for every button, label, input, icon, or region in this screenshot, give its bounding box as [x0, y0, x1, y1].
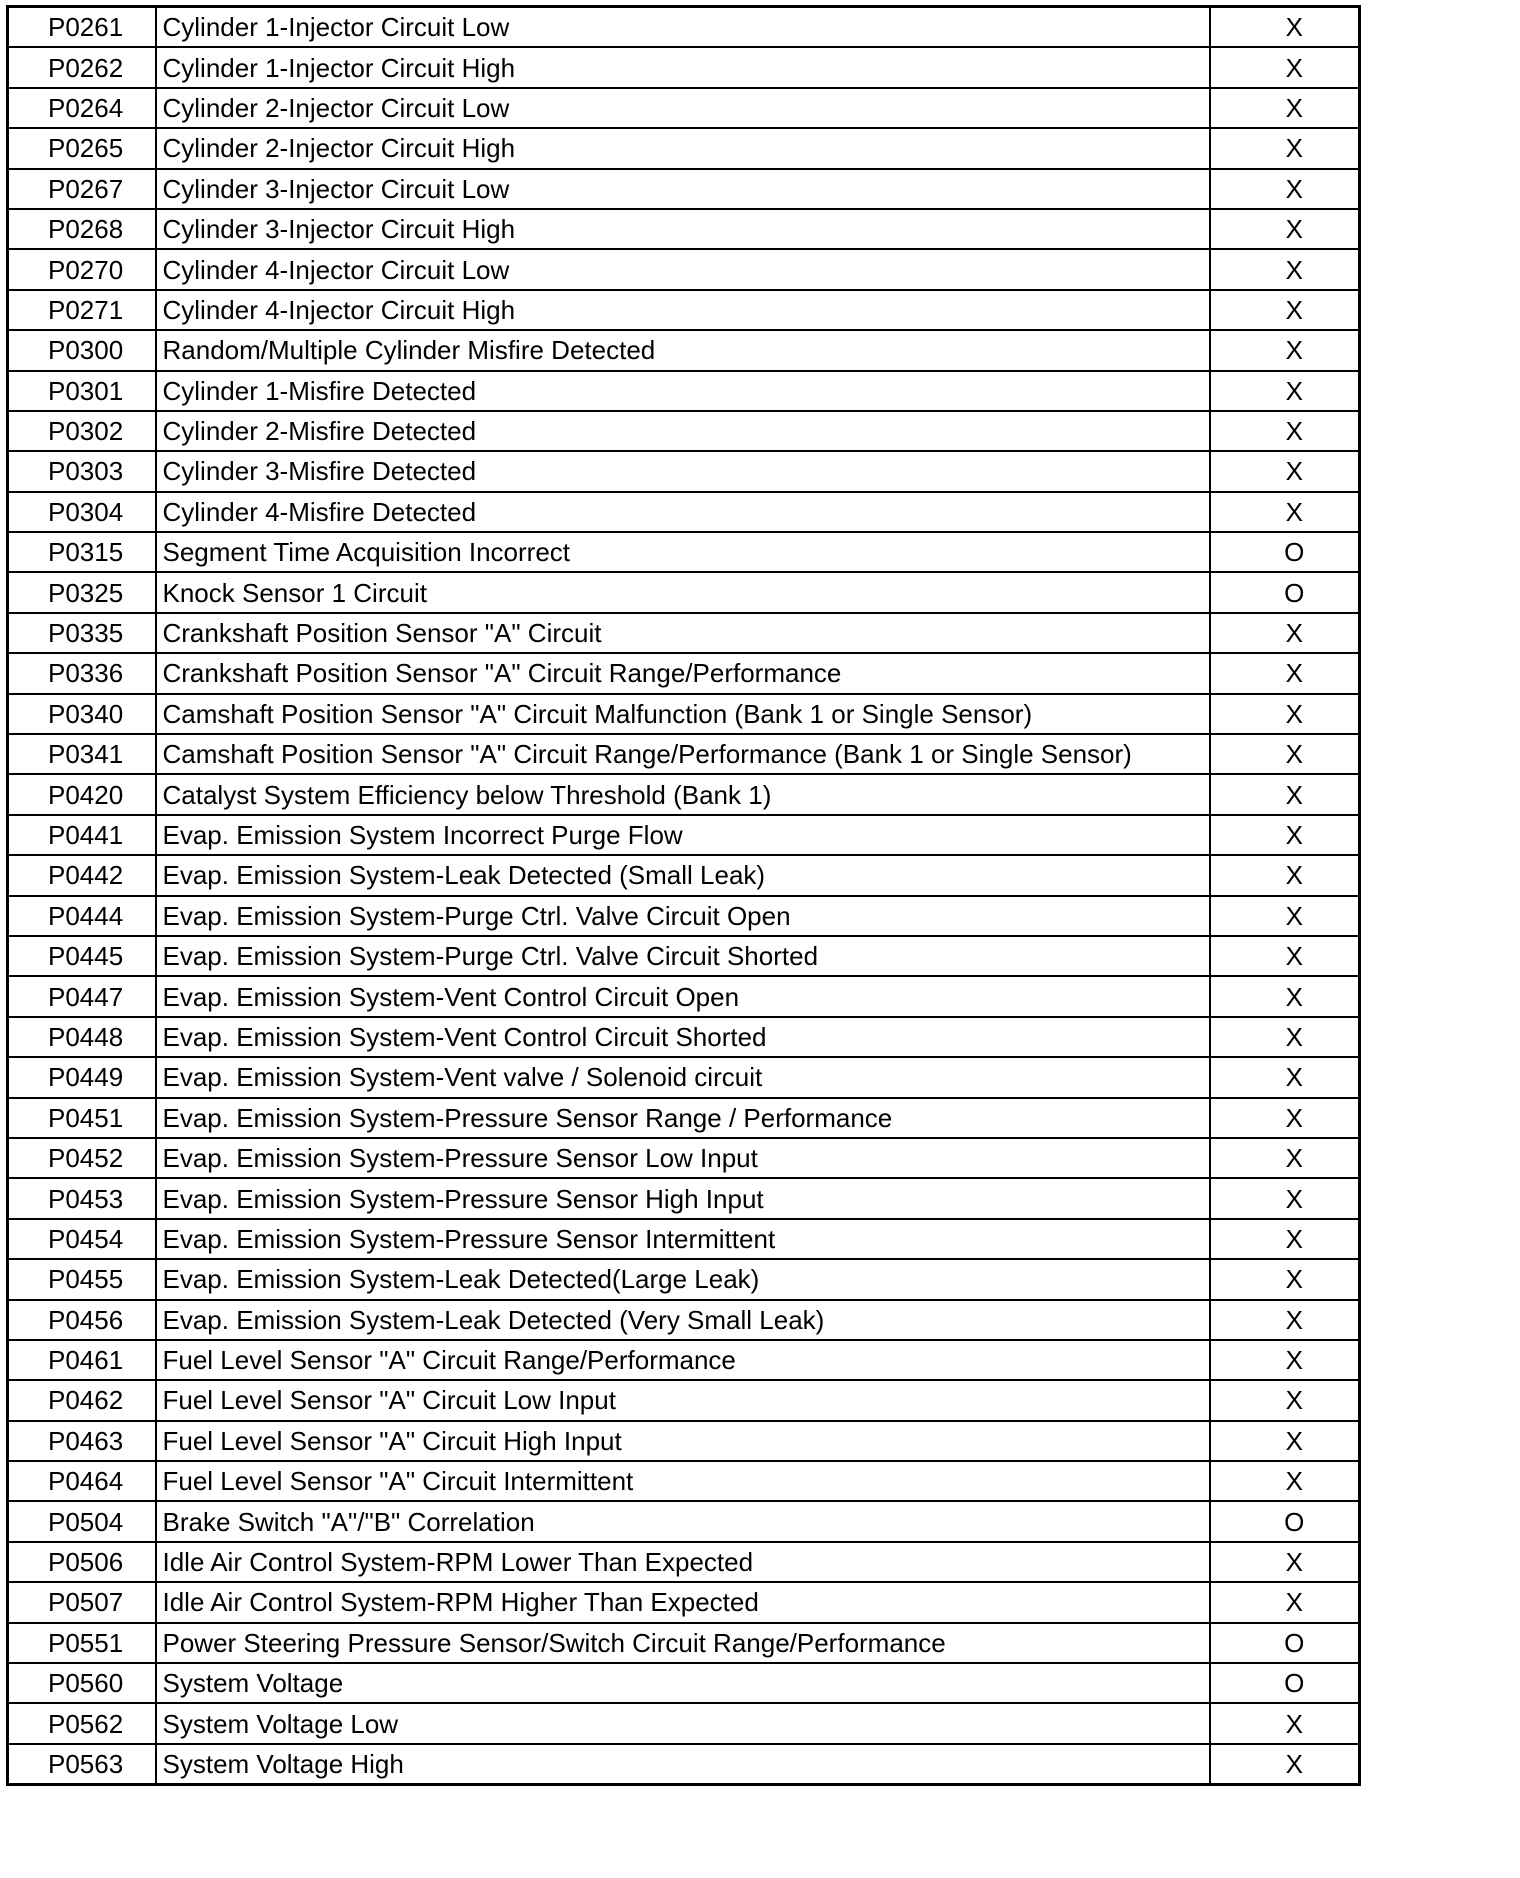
dtc-flag-cell: X [1210, 1017, 1360, 1057]
dtc-description-cell: Cylinder 4-Injector Circuit High [156, 290, 1210, 330]
dtc-flag-cell: X [1210, 451, 1360, 491]
dtc-description-cell: Catalyst System Efficiency below Threshold (Bank 1) [156, 774, 1210, 814]
dtc-code-cell: P0455 [8, 1259, 156, 1299]
dtc-description-cell: Cylinder 4-Misfire Detected [156, 492, 1210, 532]
dtc-code-cell: P0563 [8, 1744, 156, 1785]
dtc-code-cell: P0463 [8, 1421, 156, 1461]
dtc-code-cell: P0304 [8, 492, 156, 532]
dtc-code-cell: P0302 [8, 411, 156, 451]
dtc-code-cell: P0464 [8, 1461, 156, 1501]
dtc-code-cell: P0262 [8, 47, 156, 87]
dtc-code-cell: P0325 [8, 572, 156, 612]
dtc-code-cell: P0268 [8, 209, 156, 249]
dtc-code-cell: P0560 [8, 1663, 156, 1703]
dtc-description-cell: Cylinder 2-Injector Circuit Low [156, 88, 1210, 128]
dtc-description-cell: System Voltage [156, 1663, 1210, 1703]
dtc-description-cell: Cylinder 1-Injector Circuit Low [156, 7, 1210, 48]
dtc-flag-cell: X [1210, 1582, 1360, 1622]
dtc-description-cell: Cylinder 2-Injector Circuit High [156, 128, 1210, 168]
table-row [8, 249, 1360, 289]
table-row [8, 1098, 1360, 1138]
dtc-code-cell: P0461 [8, 1340, 156, 1380]
dtc-flag-cell: X [1210, 815, 1360, 855]
dtc-code-cell: P0303 [8, 451, 156, 491]
dtc-flag-cell: X [1210, 47, 1360, 87]
table-row [8, 1744, 1360, 1785]
table-row [8, 976, 1360, 1016]
dtc-code-cell: P0449 [8, 1057, 156, 1097]
table-row [8, 330, 1360, 370]
table-row [8, 492, 1360, 532]
dtc-flag-cell: O [1210, 1663, 1360, 1703]
dtc-flag-cell: X [1210, 694, 1360, 734]
dtc-flag-cell: X [1210, 169, 1360, 209]
dtc-code-cell: P0551 [8, 1623, 156, 1663]
dtc-flag-cell: X [1210, 492, 1360, 532]
dtc-description-cell: Evap. Emission System-Leak Detected(Large Leak) [156, 1259, 1210, 1299]
dtc-description-cell: Cylinder 1-Misfire Detected [156, 371, 1210, 411]
table-row [8, 1057, 1360, 1097]
dtc-table-body [8, 7, 1360, 1785]
table-row [8, 1300, 1360, 1340]
dtc-code-cell: P0454 [8, 1219, 156, 1259]
dtc-description-cell: Fuel Level Sensor "A" Circuit High Input [156, 1421, 1210, 1461]
dtc-flag-cell: X [1210, 734, 1360, 774]
table-row [8, 613, 1360, 653]
dtc-flag-cell: X [1210, 1057, 1360, 1097]
dtc-flag-cell: X [1210, 774, 1360, 814]
dtc-code-cell: P0271 [8, 290, 156, 330]
dtc-description-cell: Evap. Emission System-Purge Ctrl. Valve Circuit Shorted [156, 936, 1210, 976]
dtc-code-cell: P0315 [8, 532, 156, 572]
dtc-code-cell: P0300 [8, 330, 156, 370]
table-row [8, 1340, 1360, 1380]
dtc-code-cell: P0265 [8, 128, 156, 168]
dtc-flag-cell: X [1210, 855, 1360, 895]
dtc-flag-cell: X [1210, 1340, 1360, 1380]
dtc-code-cell: P0261 [8, 7, 156, 48]
dtc-flag-cell: X [1210, 411, 1360, 451]
dtc-description-cell: Fuel Level Sensor "A" Circuit Low Input [156, 1380, 1210, 1420]
dtc-code-cell: P0448 [8, 1017, 156, 1057]
dtc-description-cell: Idle Air Control System-RPM Higher Than Expected [156, 1582, 1210, 1622]
dtc-description-cell: Evap. Emission System-Vent Control Circuit Open [156, 976, 1210, 1016]
dtc-flag-cell: X [1210, 330, 1360, 370]
table-row [8, 1542, 1360, 1582]
table-row [8, 371, 1360, 411]
dtc-code-cell: P0420 [8, 774, 156, 814]
dtc-description-cell: Cylinder 4-Injector Circuit Low [156, 249, 1210, 289]
dtc-description-cell: Cylinder 3-Misfire Detected [156, 451, 1210, 491]
dtc-code-cell: P0452 [8, 1138, 156, 1178]
table-row [8, 1421, 1360, 1461]
dtc-code-cell: P0562 [8, 1703, 156, 1743]
table-row [8, 1663, 1360, 1703]
table-row [8, 1703, 1360, 1743]
dtc-flag-cell: X [1210, 1744, 1360, 1785]
table-row [8, 896, 1360, 936]
dtc-code-cell: P0451 [8, 1098, 156, 1138]
dtc-description-cell: Segment Time Acquisition Incorrect [156, 532, 1210, 572]
dtc-flag-cell: O [1210, 572, 1360, 612]
dtc-description-cell: Cylinder 1-Injector Circuit High [156, 47, 1210, 87]
dtc-code-cell: P0447 [8, 976, 156, 1016]
table-row [8, 1259, 1360, 1299]
dtc-code-cell: P0444 [8, 896, 156, 936]
dtc-description-cell: Evap. Emission System-Leak Detected (Very Small Leak) [156, 1300, 1210, 1340]
dtc-flag-cell: X [1210, 1542, 1360, 1582]
dtc-code-cell: P0270 [8, 249, 156, 289]
table-row [8, 1380, 1360, 1420]
table-row [8, 128, 1360, 168]
table-row [8, 653, 1360, 693]
dtc-description-cell: Idle Air Control System-RPM Lower Than Expected [156, 1542, 1210, 1582]
dtc-flag-cell: X [1210, 88, 1360, 128]
dtc-description-cell: Cylinder 2-Misfire Detected [156, 411, 1210, 451]
dtc-code-cell: P0336 [8, 653, 156, 693]
dtc-code-cell: P0462 [8, 1380, 156, 1420]
dtc-code-cell: P0507 [8, 1582, 156, 1622]
dtc-description-cell: Cylinder 3-Injector Circuit High [156, 209, 1210, 249]
dtc-flag-cell: X [1210, 1178, 1360, 1218]
dtc-description-cell: Crankshaft Position Sensor "A" Circuit Range/Performance [156, 653, 1210, 693]
dtc-code-cell: P0267 [8, 169, 156, 209]
dtc-flag-cell: X [1210, 1300, 1360, 1340]
table-row [8, 47, 1360, 87]
dtc-description-cell: Fuel Level Sensor "A" Circuit Intermittent [156, 1461, 1210, 1501]
table-row [8, 694, 1360, 734]
dtc-flag-cell: X [1210, 1703, 1360, 1743]
dtc-flag-cell: X [1210, 1380, 1360, 1420]
table-row [8, 1461, 1360, 1501]
table-row [8, 734, 1360, 774]
table-row [8, 451, 1360, 491]
table-row [8, 936, 1360, 976]
dtc-flag-cell: X [1210, 1461, 1360, 1501]
table-row [8, 209, 1360, 249]
dtc-code-cell: P0504 [8, 1501, 156, 1541]
dtc-code-cell: P0264 [8, 88, 156, 128]
dtc-description-cell: Evap. Emission System-Leak Detected (Small Leak) [156, 855, 1210, 895]
table-row [8, 1623, 1360, 1663]
dtc-code-cell: P0340 [8, 694, 156, 734]
dtc-description-cell: Fuel Level Sensor "A" Circuit Range/Performance [156, 1340, 1210, 1380]
dtc-flag-cell: X [1210, 653, 1360, 693]
dtc-description-cell: System Voltage Low [156, 1703, 1210, 1743]
dtc-code-cell: P0445 [8, 936, 156, 976]
table-row [8, 1138, 1360, 1178]
table-row [8, 411, 1360, 451]
dtc-code-cell: P0506 [8, 1542, 156, 1582]
dtc-code-cell: P0441 [8, 815, 156, 855]
dtc-code-cell: P0453 [8, 1178, 156, 1218]
dtc-flag-cell: X [1210, 290, 1360, 330]
table-row [8, 88, 1360, 128]
dtc-table [6, 5, 1361, 1786]
dtc-description-cell: Brake Switch "A"/"B" Correlation [156, 1501, 1210, 1541]
dtc-flag-cell: X [1210, 249, 1360, 289]
table-row [8, 1219, 1360, 1259]
table-row [8, 774, 1360, 814]
dtc-description-cell: System Voltage High [156, 1744, 1210, 1785]
dtc-flag-cell: X [1210, 209, 1360, 249]
dtc-flag-cell: X [1210, 1098, 1360, 1138]
dtc-description-cell: Random/Multiple Cylinder Misfire Detected [156, 330, 1210, 370]
dtc-flag-cell: X [1210, 128, 1360, 168]
dtc-code-cell: P0442 [8, 855, 156, 895]
table-row [8, 290, 1360, 330]
dtc-description-cell: Evap. Emission System-Vent Control Circuit Shorted [156, 1017, 1210, 1057]
dtc-code-cell: P0301 [8, 371, 156, 411]
table-row [8, 1178, 1360, 1218]
dtc-description-cell: Camshaft Position Sensor "A" Circuit Malfunction (Bank 1 or Single Sensor) [156, 694, 1210, 734]
dtc-flag-cell: X [1210, 1138, 1360, 1178]
dtc-code-cell: P0341 [8, 734, 156, 774]
dtc-description-cell: Crankshaft Position Sensor "A" Circuit [156, 613, 1210, 653]
dtc-description-cell: Camshaft Position Sensor "A" Circuit Range/Performance (Bank 1 or Single Sensor) [156, 734, 1210, 774]
dtc-description-cell: Evap. Emission System-Pressure Sensor Intermittent [156, 1219, 1210, 1259]
dtc-flag-cell: X [1210, 371, 1360, 411]
dtc-description-cell: Cylinder 3-Injector Circuit Low [156, 169, 1210, 209]
table-row [8, 815, 1360, 855]
dtc-flag-cell: X [1210, 896, 1360, 936]
dtc-flag-cell: O [1210, 1501, 1360, 1541]
dtc-description-cell: Evap. Emission System-Purge Ctrl. Valve Circuit Open [156, 896, 1210, 936]
table-row [8, 1582, 1360, 1622]
dtc-description-cell: Evap. Emission System-Pressure Sensor High Input [156, 1178, 1210, 1218]
table-row [8, 572, 1360, 612]
dtc-flag-cell: X [1210, 1259, 1360, 1299]
table-row [8, 169, 1360, 209]
dtc-flag-cell: X [1210, 7, 1360, 48]
dtc-description-cell: Evap. Emission System-Vent valve / Solenoid circuit [156, 1057, 1210, 1097]
dtc-description-cell: Power Steering Pressure Sensor/Switch Circuit Range/Performance [156, 1623, 1210, 1663]
dtc-code-cell: P0335 [8, 613, 156, 653]
table-row [8, 1501, 1360, 1541]
table-row [8, 855, 1360, 895]
dtc-flag-cell: X [1210, 936, 1360, 976]
dtc-description-cell: Evap. Emission System-Pressure Sensor Range / Performance [156, 1098, 1210, 1138]
dtc-description-cell: Evap. Emission System-Pressure Sensor Low Input [156, 1138, 1210, 1178]
dtc-flag-cell: X [1210, 613, 1360, 653]
dtc-description-cell: Evap. Emission System Incorrect Purge Flow [156, 815, 1210, 855]
dtc-flag-cell: X [1210, 1219, 1360, 1259]
table-row [8, 7, 1360, 48]
table-row [8, 532, 1360, 572]
dtc-flag-cell: X [1210, 1421, 1360, 1461]
dtc-description-cell: Knock Sensor 1 Circuit [156, 572, 1210, 612]
table-row [8, 1017, 1360, 1057]
dtc-flag-cell: O [1210, 532, 1360, 572]
dtc-flag-cell: X [1210, 976, 1360, 1016]
dtc-code-cell: P0456 [8, 1300, 156, 1340]
dtc-flag-cell: O [1210, 1623, 1360, 1663]
